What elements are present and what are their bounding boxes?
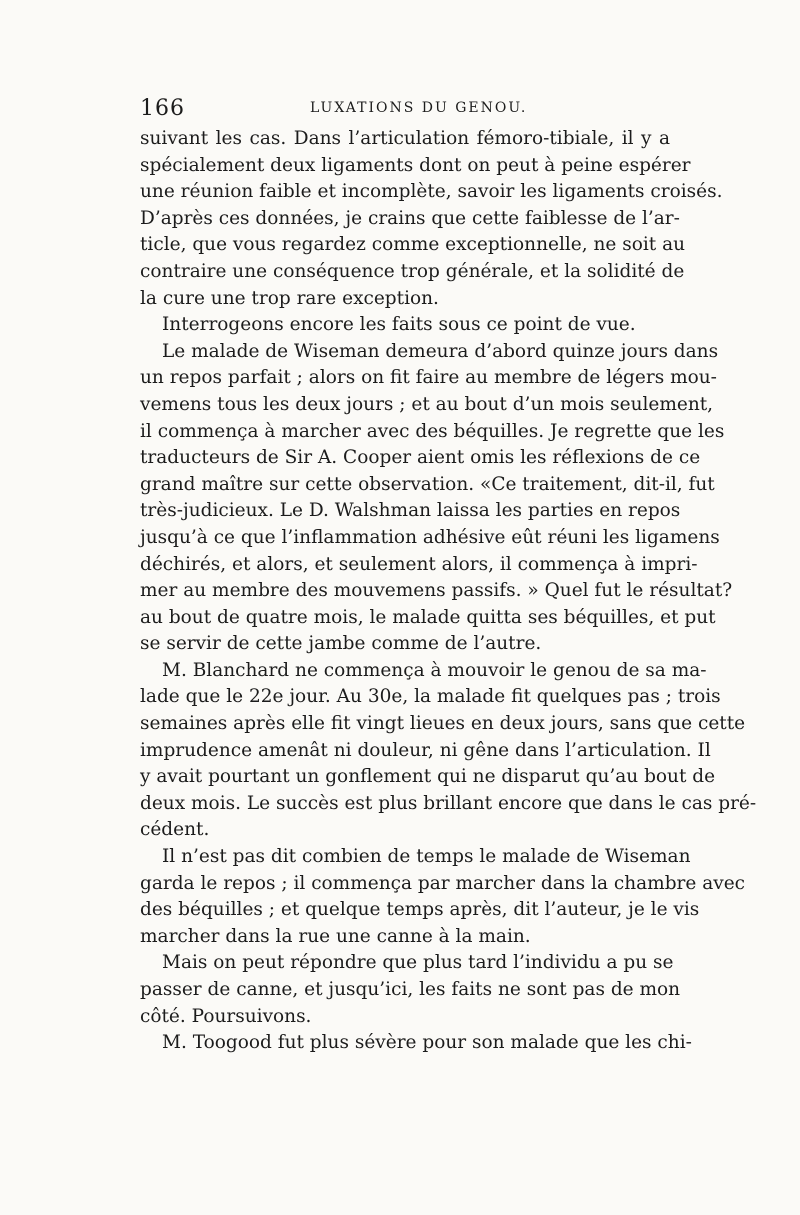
page-number: 166 [140, 96, 185, 121]
text-line: suivant les cas. Dans l’articulation fémoro-tibiale, il y a [140, 128, 670, 149]
text-line: la cure une trop rare exception. [140, 287, 439, 309]
text-line: D’après ces données, je crains que cette faiblesse de l’ar- [140, 207, 680, 229]
text-line: marcher dans la rue une canne à la main. [140, 925, 531, 947]
text-line: spécialement deux ligaments dont on peut à peine espérer [140, 154, 691, 176]
text-line: déchirés, et alors, et seulement alors, il commença à impri- [140, 553, 698, 575]
text-line: une réunion faible et incomplète, savoir les ligaments croisés. [140, 181, 723, 203]
text-line: y avait pourtant un gonflement qui ne disparut qu’au bout de [140, 766, 716, 788]
text-line: des béquilles ; et quelque temps après, dit l’auteur, je le vis [140, 899, 700, 921]
text-line: Il n’est pas dit combien de temps le malade de Wiseman [162, 846, 691, 868]
text-line: très-judicieux. Le D. Walshman laissa les parties en repos [140, 500, 681, 522]
text-line: Le malade de Wiseman demeura d’abord quinze jours dans [162, 340, 719, 362]
text-line: cédent. [140, 819, 210, 841]
text-line: contraire une conséquence trop générale, et la solidité de [140, 260, 685, 282]
text-line: passer de canne, et jusqu’ici, les faits ne sont pas de mon [140, 979, 681, 1000]
text-line: il commença à marcher avec des béquilles. Je regrette que les [140, 420, 725, 442]
text-line: grand maître sur cette observation. «Ce traitement, dit-il, fut [140, 473, 715, 495]
text-line: ticle, que vous regardez comme exceptionnelle, ne soit au [140, 234, 686, 256]
text-line: se servir de cette jambe comme de l’autre. [140, 633, 542, 655]
text-line: semaines après elle fit vingt lieues en deux jours, sans que cette [140, 713, 746, 735]
text-line: jusqu’à ce que l’inflammation adhésive eût réuni les ligamens [140, 526, 720, 548]
text-line: M. Blanchard ne commença à mouvoir le genou de sa ma- [162, 659, 707, 681]
text-line: côté. Poursuivons. [140, 1005, 312, 1027]
text-line: Mais on peut répondre que plus tard l’individu a pu se [162, 952, 674, 974]
text-line: Interrogeons encore les faits sous ce point de vue. [162, 314, 636, 336]
text-line: mer au membre des mouvemens passifs. » Quel fut le résultat? [140, 580, 733, 602]
text-line: imprudence amenât ni douleur, ni gêne dans l’articulation. Il [140, 739, 711, 761]
page-body-text [140, 126, 757, 1057]
text-line: lade que le 22e jour. Au 30e, la malade fit quelques pas ; trois [140, 686, 721, 708]
text-line: garda le repos ; il commença par marcher dans la chambre avec [140, 872, 746, 894]
page-header [140, 96, 670, 126]
text-line: deux mois. Le succès est plus brillant encore que dans le cas pré- [140, 792, 757, 814]
text-line: M. Toogood fut plus sévère pour son malade que les chi- [162, 1032, 692, 1054]
text-line: au bout de quatre mois, le malade quitta ses béquilles, et put [140, 606, 716, 628]
text-line: un repos parfait ; alors on fit faire au membre de légers mou- [140, 367, 717, 389]
text-line: vemens tous les deux jours ; et au bout d’un mois seulement, [140, 393, 714, 415]
text-line: traducteurs de Sir A. Cooper aient omis les réflexions de ce [140, 447, 701, 469]
running-head: LUXATIONS DU GENOU. [310, 100, 528, 116]
